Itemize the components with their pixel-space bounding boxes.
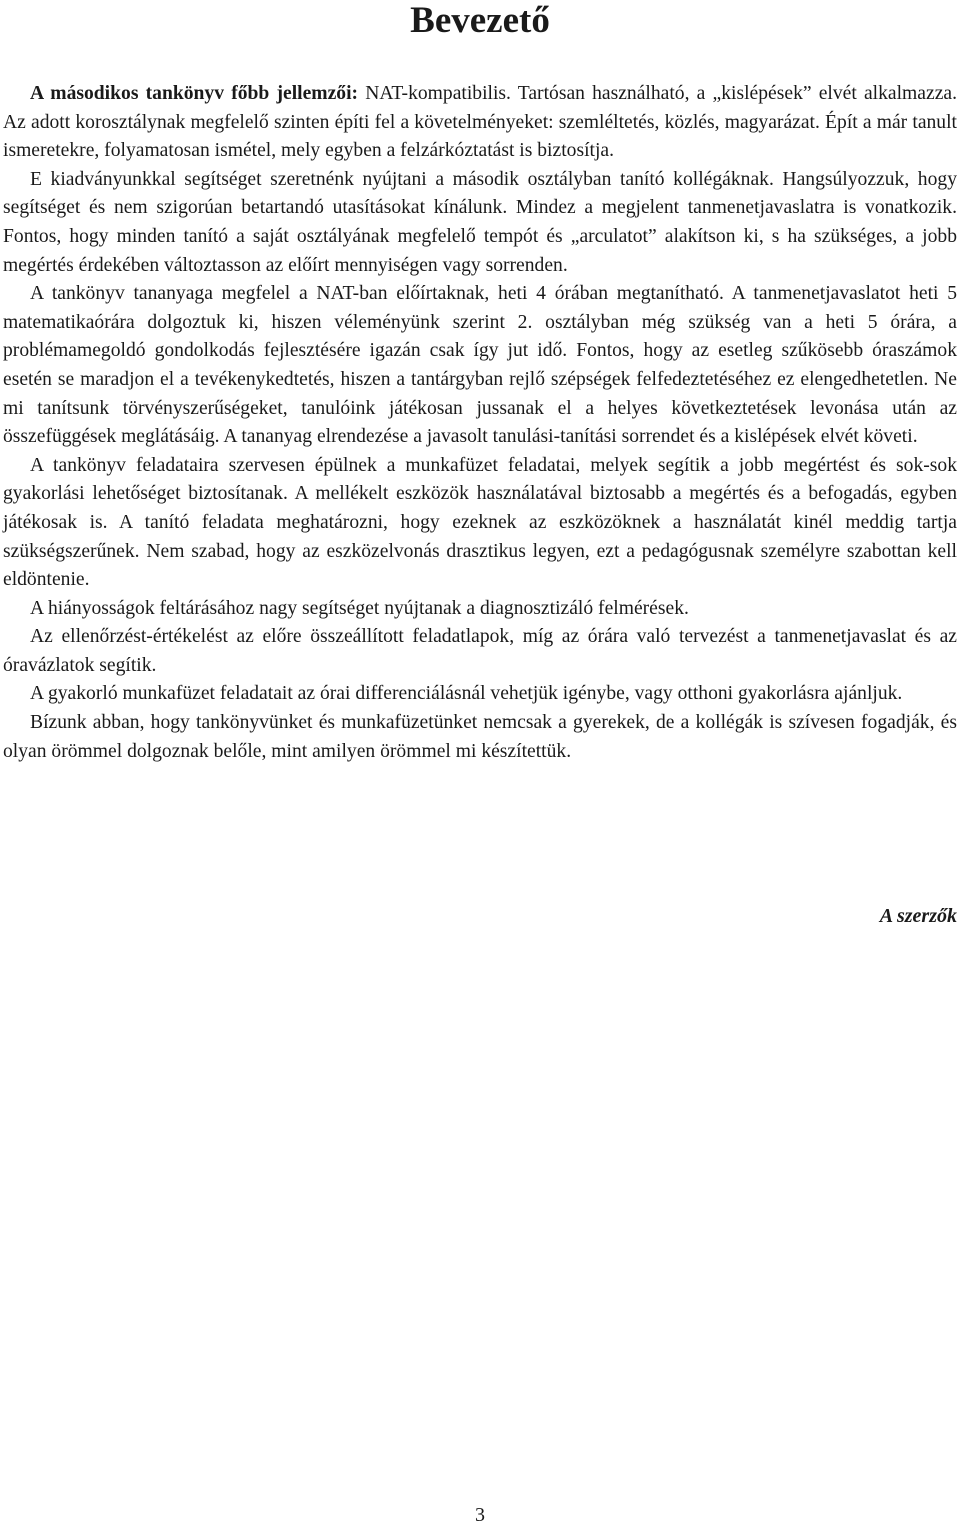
- paragraph-7: Bízunk abban, hogy tankönyvünket és munkafüzetünket nemcsak a gyerekek, de a kollégák is szívesen fogadják, és olyan örömmel dolgoznak belőle, mint amilyen örömmel mi készítettük.: [3, 712, 957, 762]
- paragraph-4: A hiányosságok feltárásához nagy segítséget nyújtanak a diagnosztizáló felmérések.: [30, 597, 689, 619]
- page-number: 3: [475, 1504, 485, 1526]
- lead-label: A másodikos tankönyv főbb jellemzői:: [30, 83, 359, 104]
- signature: A szerzők: [879, 905, 957, 927]
- page-title: Bevezető: [410, 0, 550, 41]
- paragraph-6: A gyakorló munkafüzet feladatait az órai differenciálásnál vehetjük igénybe, vagy otthoni gyakorlásra ajánljuk.: [30, 683, 903, 705]
- lead-text: NAT-kompatibilis. Tartósan használható, a „kislépések” elvét alkalmazza. Az adott korosztálynak megfelelő szinten építi fel a követelményeket: szemléltetés, közlés, magyarázat. Épít a már tanult ismeretekre, folyamatosan ismétel, mely egyben a felzárkóztatást is biztosítja.: [3, 83, 957, 162]
- paragraph-1: E kiadványunkkal segítséget szeretnénk nyújtani a második osztályban tanító kollégáknak. Hangsúlyozzuk, hogy segítséget és nem szigorúan betartandó utasításokat kínálunk. Mindez a megjelent tanmenetjavaslatra is vonatkozik. Fontos, hogy minden tanító a saját osztályának megfelelő tempót és „arculatot” alakítson ki, s ha szükséges, a jobb megértés érdekében változtasson az előírt mennyiségen vagy sorrenden.: [3, 168, 957, 276]
- paragraph-5: Az ellenőrzést-értékelést az előre összeállított feladatlapok, míg az órára való tervezést a tanmenetjavaslat és az óravázlatok segítik.: [3, 626, 957, 676]
- paragraph-2: A tankönyv tananyaga megfelel a NAT-ban előírtaknak, heti 4 órában megtanítható. A tanmenetjavaslatot heti 5 matematikaórára dolgoztuk ki, hiszen véleményünk szerint 2. osztályban még szükség van a heti 5 órára, a problémamegoldó gondolkodás fejlesztésére igazán csak így jut idő. Fontos, hogy az esetleg szűkösebb óraszámok esetén se maradjon el a tevékenykedtetés, hiszen a tantárgyban rejlő szépségek felfedeztetéséhez ez elengedhetetlen. Ne mi tanítsunk törvényszerűségeket, tanulóink játékosan jussanak el a helyes következtetések levonása után az összefüggések meglátásáig. A tananyag elrendezése a javasolt tanulási-tanítási sorrendet és a kislépések elvét követi.: [3, 283, 957, 448]
- body-text: [3, 80, 957, 766]
- intro-paragraph: [3, 80, 957, 166]
- paragraph-3: A tankönyv feladataira szervesen épülnek a munkafüzet feladatai, melyek segítik a jobb megértést és sok-sok gyakorlási lehetőséget biztosítanak. A mellékelt eszközök használatával biztosabb a megértés és a befogadás, egyben játékosak is. A tanító feladata meghatározni, hogy ezeknek az eszközöknek a használatát kinél meddig tartja szükségszerűnek. Nem szabad, hogy az eszközelvonás drasztikus legyen, ezt a pedagógusnak személyre szabottan kell eldöntenie.: [3, 454, 957, 591]
